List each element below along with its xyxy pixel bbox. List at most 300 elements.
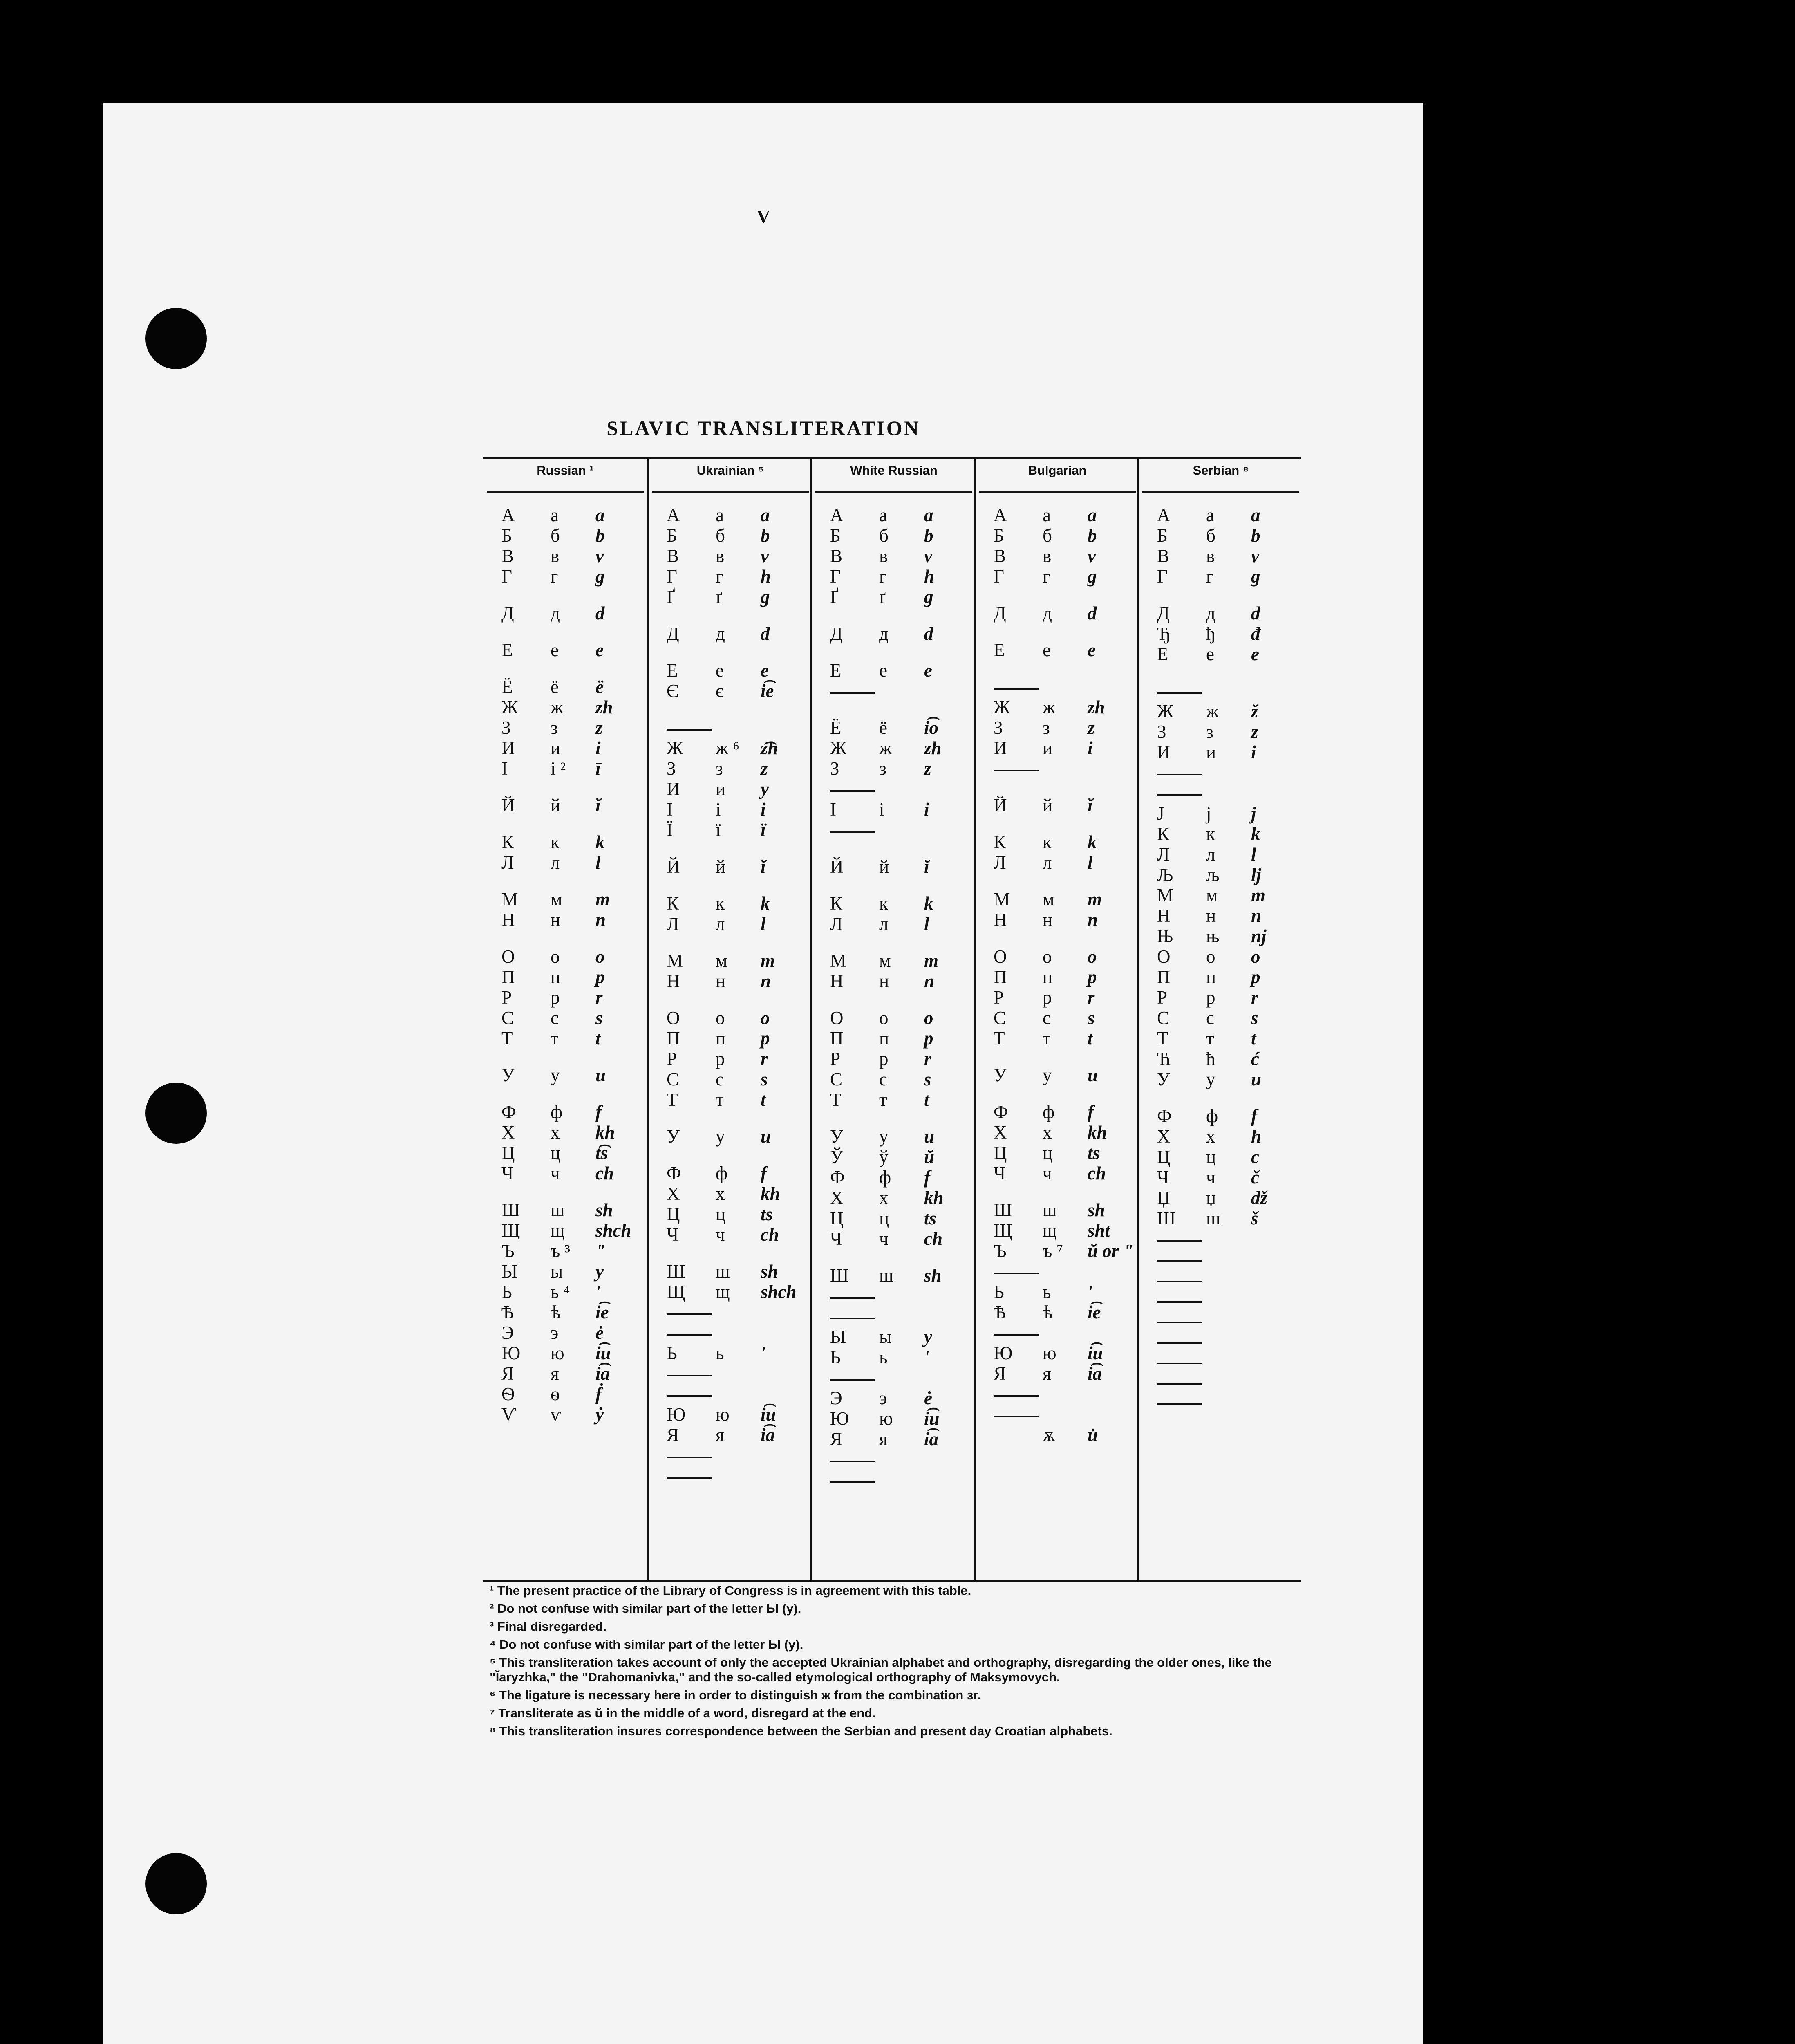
letter-row [994,1122,1137,1143]
letter-row [501,546,645,566]
lowercase-letter: л [716,914,725,934]
transliteration: ĭ [595,795,601,816]
lowercase-letter: ґ [716,587,722,607]
uppercase-letter: Е [830,660,842,681]
lowercase-letter: х [1043,1122,1052,1143]
lowercase-letter: е [716,660,724,681]
lowercase-letter: э [879,1388,887,1408]
uppercase-letter: О [1157,946,1171,967]
letter-row [994,946,1137,967]
uppercase-letter: Э [501,1322,514,1343]
letter-row [1157,1208,1300,1228]
lowercase-letter: т [551,1028,559,1049]
uppercase-letter: Ь [501,1282,512,1302]
row-gap [501,816,645,832]
letter-absent-dash [667,717,810,738]
lowercase-letter: с [1206,1008,1214,1028]
transliteration: kh [924,1188,944,1208]
lowercase-letter: ѣ [1043,1302,1053,1322]
lowercase-letter: с [1043,1008,1051,1028]
uppercase-letter: У [1157,1069,1170,1089]
lowercase-letter: ъ ³ [551,1241,571,1261]
uppercase-letter: О [994,946,1007,967]
uppercase-letter: Ц [501,1143,515,1163]
uppercase-letter: Ґ [830,587,839,607]
uppercase-letter: Ц [667,1204,680,1224]
lowercase-letter: а [1206,505,1214,525]
letter-row [501,967,645,987]
dash-rule [667,1477,712,1479]
letter-row [1157,1069,1300,1089]
uppercase-letter: Я [501,1363,514,1384]
lowercase-letter: п [1206,967,1216,987]
letter-row [994,1008,1137,1028]
lowercase-letter: й [879,856,889,877]
letter-row [501,1343,645,1363]
transliteration: u̇ [1088,1425,1098,1445]
lowercase-letter: н [1206,905,1216,926]
transliteration: d [761,623,770,644]
uppercase-letter: О [501,946,515,967]
letter-row [667,1282,810,1302]
page-title: SLAVIC TRANSLITERATION [607,417,920,439]
uppercase-letter: Ц [830,1208,844,1228]
letter-row [501,910,645,930]
transliteration: t [761,1089,766,1110]
letter-row [1157,566,1300,587]
footnote: ² Do not confuse with similar part of the letter Ы (y). [490,1601,801,1616]
transliteration: ʹ [924,1347,929,1367]
uppercase-letter: З [830,758,839,779]
lowercase-letter: ѫ [1043,1425,1056,1445]
uppercase-letter: Д [994,603,1006,623]
lowercase-letter: р [1043,987,1052,1008]
letter-absent-dash [1157,1310,1300,1331]
lowercase-letter: о [551,946,560,967]
dash-rule [994,1273,1039,1274]
uppercase-letter: З [667,758,676,779]
transliteration: s [924,1069,931,1089]
lowercase-letter: н [716,971,726,991]
letter-row [1157,644,1300,664]
transliteration: dž [1251,1188,1268,1208]
letter-row [667,799,810,820]
dash-rule [667,729,712,731]
letter-row [994,1241,1137,1261]
column-header: White Russian [850,463,938,477]
letter-row [1157,1049,1300,1069]
lowercase-letter: м [1043,889,1054,910]
letter-row [830,1089,973,1110]
lowercase-letter: й [1043,795,1053,816]
lowercase-letter: з [879,758,886,779]
letter-row [501,1102,645,1122]
uppercase-letter: Р [501,987,512,1008]
letter-absent-dash [667,1384,810,1404]
transliteration: r [924,1049,931,1069]
footnote: ³ Final disregarded. [490,1619,607,1634]
transliteration: š [1251,1208,1258,1228]
uppercase-letter: К [1157,824,1170,844]
letter-row [501,832,645,852]
lowercase-letter: т [1206,1028,1214,1049]
letter-row [667,587,810,607]
lowercase-letter: з [716,758,723,779]
transliteration: f [1088,1102,1094,1122]
transliteration: sh [595,1200,613,1220]
uppercase-letter: Т [1157,1028,1168,1049]
transliteration: ĭ [761,856,766,877]
transliteration: a [595,505,605,525]
paper-sheet [103,103,1423,2044]
transliteration: ʹ [595,1282,601,1302]
transliteration: j [1251,803,1256,824]
lowercase-letter: о [879,1008,889,1028]
uppercase-letter: Ш [501,1200,520,1220]
letter-row [994,566,1137,587]
lowercase-letter: ю [716,1404,730,1425]
transliteration: n [1251,905,1262,926]
letter-absent-dash [994,1322,1137,1343]
letter-absent-dash [667,1445,810,1466]
letter-row [667,1028,810,1049]
lowercase-letter: ѣ [551,1302,561,1322]
dash-rule [1157,692,1202,694]
uppercase-letter: Н [830,971,844,991]
lowercase-letter: љ [1206,865,1220,885]
lowercase-letter: ы [879,1327,892,1347]
transliteration: č [1251,1167,1259,1188]
row-gap [830,607,973,623]
uppercase-letter: П [830,1028,844,1049]
transliteration: z [1088,717,1095,738]
transliteration: i͡u [761,1404,776,1425]
transliteration: o [595,946,605,967]
lowercase-letter: ѵ [551,1404,562,1425]
lowercase-letter: є [716,681,724,701]
letter-row [667,1224,810,1245]
transliteration: g [924,587,933,607]
transliteration: z͡h [761,738,778,758]
uppercase-letter: А [501,505,515,525]
transliteration: v [1251,546,1259,566]
lowercase-letter: д [551,603,560,623]
uppercase-letter: Ѣ [994,1302,1006,1322]
lowercase-letter: ч [879,1228,889,1249]
transliteration: ī [595,758,601,779]
letter-row [667,1008,810,1028]
letter-row [667,738,810,758]
uppercase-letter: М [501,889,518,910]
uppercase-letter: Ь [830,1347,841,1367]
row-gap [994,873,1137,889]
dash-rule [1157,1301,1202,1303]
transliteration: ʺ [595,1241,606,1261]
dash-rule [667,1313,712,1315]
uppercase-letter: И [501,738,515,758]
letter-row [830,660,973,681]
transliteration: i͡u [1088,1343,1103,1363]
row-gap [830,1249,973,1265]
transliteration: t [1251,1028,1256,1049]
uppercase-letter: Ю [667,1404,686,1425]
letter-row [501,505,645,525]
row-gap [501,660,645,677]
lowercase-letter: ф [1043,1102,1055,1122]
uppercase-letter: М [994,889,1010,910]
lowercase-letter: о [716,1008,725,1028]
letter-row [1157,865,1300,885]
uppercase-letter: Ч [501,1163,514,1183]
transliteration: ʹ [761,1343,766,1363]
uppercase-letter: Ц [994,1143,1007,1163]
uppercase-letter: Ю [830,1408,849,1429]
transliteration: sh [924,1265,942,1286]
dash-rule [830,1379,875,1381]
lowercase-letter: к [1043,832,1052,852]
uppercase-letter: К [830,893,843,914]
lowercase-letter: у [551,1065,560,1085]
transliteration: ĭ [1088,795,1093,816]
lowercase-letter: б [879,525,889,546]
row-gap [501,779,645,795]
uppercase-letter: Х [994,1122,1007,1143]
letter-row [1157,987,1300,1008]
letter-row [1157,1106,1300,1126]
uppercase-letter: Щ [501,1220,520,1241]
uppercase-letter: Ц [1157,1147,1171,1167]
letter-row [1157,623,1300,644]
lowercase-letter: е [551,640,559,660]
uppercase-letter: Ђ [1157,623,1171,644]
letter-row [830,623,973,644]
letter-row [667,681,810,701]
letter-absent-dash [830,1470,973,1490]
letter-row [1157,1147,1300,1167]
header-rule [815,491,972,493]
uppercase-letter: Б [1157,525,1168,546]
letter-row [830,1008,973,1028]
uppercase-letter: Ў [830,1147,843,1167]
lowercase-letter: ы [551,1261,563,1282]
letter-row [1157,722,1300,742]
transliteration: p [1251,967,1260,987]
transliteration: u [595,1065,606,1085]
transliteration: kh [1088,1122,1107,1143]
letter-row [501,889,645,910]
letter-absent-dash [667,1466,810,1486]
lowercase-letter: ь [1043,1282,1051,1302]
uppercase-letter: А [667,505,680,525]
uppercase-letter: Љ [1157,865,1173,885]
lowercase-letter: р [716,1049,725,1069]
uppercase-letter: Л [667,914,679,934]
row-gap [501,587,645,603]
dash-rule [1157,794,1202,796]
transliteration: i͡e [1088,1302,1101,1322]
uppercase-letter: Ж [501,697,518,717]
letter-row [501,758,645,779]
transliteration: v [924,546,932,566]
uppercase-letter: В [667,546,679,566]
uppercase-letter: Ы [830,1327,846,1347]
letter-row [501,852,645,873]
lowercase-letter: ц [716,1204,726,1224]
uppercase-letter: Н [994,910,1007,930]
row-gap [830,840,973,856]
footnote: ⁵ This transliteration takes account of only the accepted Ukrainian alphabet and orthography, disregarding the older ones, like the "Ĭaryzhka," the "Drahomanivka," and the so-called etymological orthography of Maksymovych. [490,1655,1272,1684]
letter-row [667,971,810,991]
transliteration: z [924,758,931,779]
lowercase-letter: ђ [1206,623,1215,644]
letter-absent-dash [1157,762,1300,783]
transliteration: i [1251,742,1256,762]
letter-row [501,1143,645,1163]
footnote: ⁴ Do not confuse with similar part of the letter Ы (y). [490,1637,803,1652]
row-gap [994,930,1137,946]
letter-row [501,640,645,660]
uppercase-letter: Е [1157,644,1168,664]
row-gap [830,991,973,1008]
dash-rule [667,1395,712,1397]
lowercase-letter: к [551,832,560,852]
letter-row [501,603,645,623]
letter-row [994,1200,1137,1220]
lowercase-letter: г [716,566,723,587]
letter-row [994,1065,1137,1085]
letter-row [830,893,973,914]
transliteration: p [924,1028,933,1049]
lowercase-letter: е [1043,640,1051,660]
uppercase-letter: В [501,546,514,566]
transliteration: u [1251,1069,1262,1089]
uppercase-letter: Ч [994,1163,1006,1183]
lowercase-letter: ю [879,1408,893,1429]
transliteration: h [761,566,771,587]
uppercase-letter: Д [501,603,514,623]
transliteration: k [761,893,770,914]
letter-absent-dash [830,779,973,799]
letter-absent-dash [830,1306,973,1327]
lowercase-letter: ь [879,1347,888,1367]
footnote: ¹ The present practice of the Library of Congress is in agreement with this table. [490,1583,971,1598]
uppercase-letter: П [1157,967,1171,987]
column-header: Serbian ⁸ [1193,463,1249,477]
uppercase-letter: Н [667,971,680,991]
letter-row [501,1200,645,1220]
row-gap [1157,1089,1300,1106]
transliteration: y [924,1327,932,1347]
lowercase-letter: э [551,1322,559,1343]
dash-rule [1157,1260,1202,1262]
lowercase-letter: л [879,914,889,934]
uppercase-letter: Ч [667,1224,679,1245]
uppercase-letter: В [994,546,1006,566]
letter-row [994,852,1137,873]
letter-row [667,1069,810,1089]
row-gap [830,877,973,893]
lowercase-letter: д [716,623,725,644]
uppercase-letter: Д [667,623,679,644]
letter-row [1157,505,1300,525]
lowercase-letter: п [1043,967,1053,987]
lowercase-letter: и [716,779,726,799]
transliteration: a [924,505,933,525]
transliteration: l [924,914,929,934]
uppercase-letter: Р [1157,987,1168,1008]
header-rule [1142,491,1299,493]
letter-row [667,1183,810,1204]
lowercase-letter: в [551,546,560,566]
lowercase-letter: у [1206,1069,1215,1089]
uppercase-letter: И [1157,742,1171,762]
transliteration: z [1251,722,1258,742]
uppercase-letter: А [830,505,844,525]
letter-row [994,697,1137,717]
row-gap [1157,587,1300,603]
lowercase-letter: п [551,967,561,987]
transliteration: v [761,546,769,566]
letter-row [1157,926,1300,946]
transliteration: i͡a [595,1363,610,1384]
transliteration: sht [1088,1220,1110,1241]
uppercase-letter: П [667,1028,680,1049]
uppercase-letter: С [667,1069,679,1089]
lowercase-letter: я [551,1363,559,1384]
uppercase-letter: Ф [994,1102,1008,1122]
uppercase-letter: Г [501,566,513,587]
lowercase-letter: л [1043,852,1052,873]
transliteration: u [924,1126,935,1147]
uppercase-letter: В [1157,546,1170,566]
transliteration: i͡a [761,1425,775,1445]
letter-row [994,738,1137,758]
dash-rule [994,1395,1039,1397]
letter-row [1157,803,1300,824]
letter-row [1157,701,1300,722]
uppercase-letter: А [1157,505,1171,525]
lowercase-letter: ћ [1206,1049,1215,1069]
uppercase-letter: М [830,950,847,971]
lowercase-letter: р [1206,987,1215,1008]
uppercase-letter: Х [501,1122,515,1143]
lowercase-letter: ё [879,717,887,738]
uppercase-letter: Л [994,852,1006,873]
lowercase-letter: і [879,799,884,820]
lowercase-letter: ш [551,1200,565,1220]
column-header: Ukrainian ⁵ [696,463,764,477]
letter-row [501,1282,645,1302]
letter-absent-dash [1157,1249,1300,1269]
transliteration: i [761,799,766,820]
lowercase-letter: и [1206,742,1216,762]
letter-row [667,758,810,779]
letter-row [667,820,810,840]
lowercase-letter: щ [716,1282,730,1302]
transliteration: e [924,660,932,681]
uppercase-letter: Й [667,856,680,877]
transliteration: n [924,971,935,991]
letter-rows [667,505,810,1486]
transliteration: ch [595,1163,614,1183]
transliteration: g [1251,566,1260,587]
uppercase-letter: Ё [830,717,842,738]
uppercase-letter: У [667,1126,680,1147]
transliteration: o [761,1008,770,1028]
uppercase-letter: Џ [1157,1188,1171,1208]
transliteration: k [595,832,605,852]
lowercase-letter: ф [1206,1106,1218,1126]
